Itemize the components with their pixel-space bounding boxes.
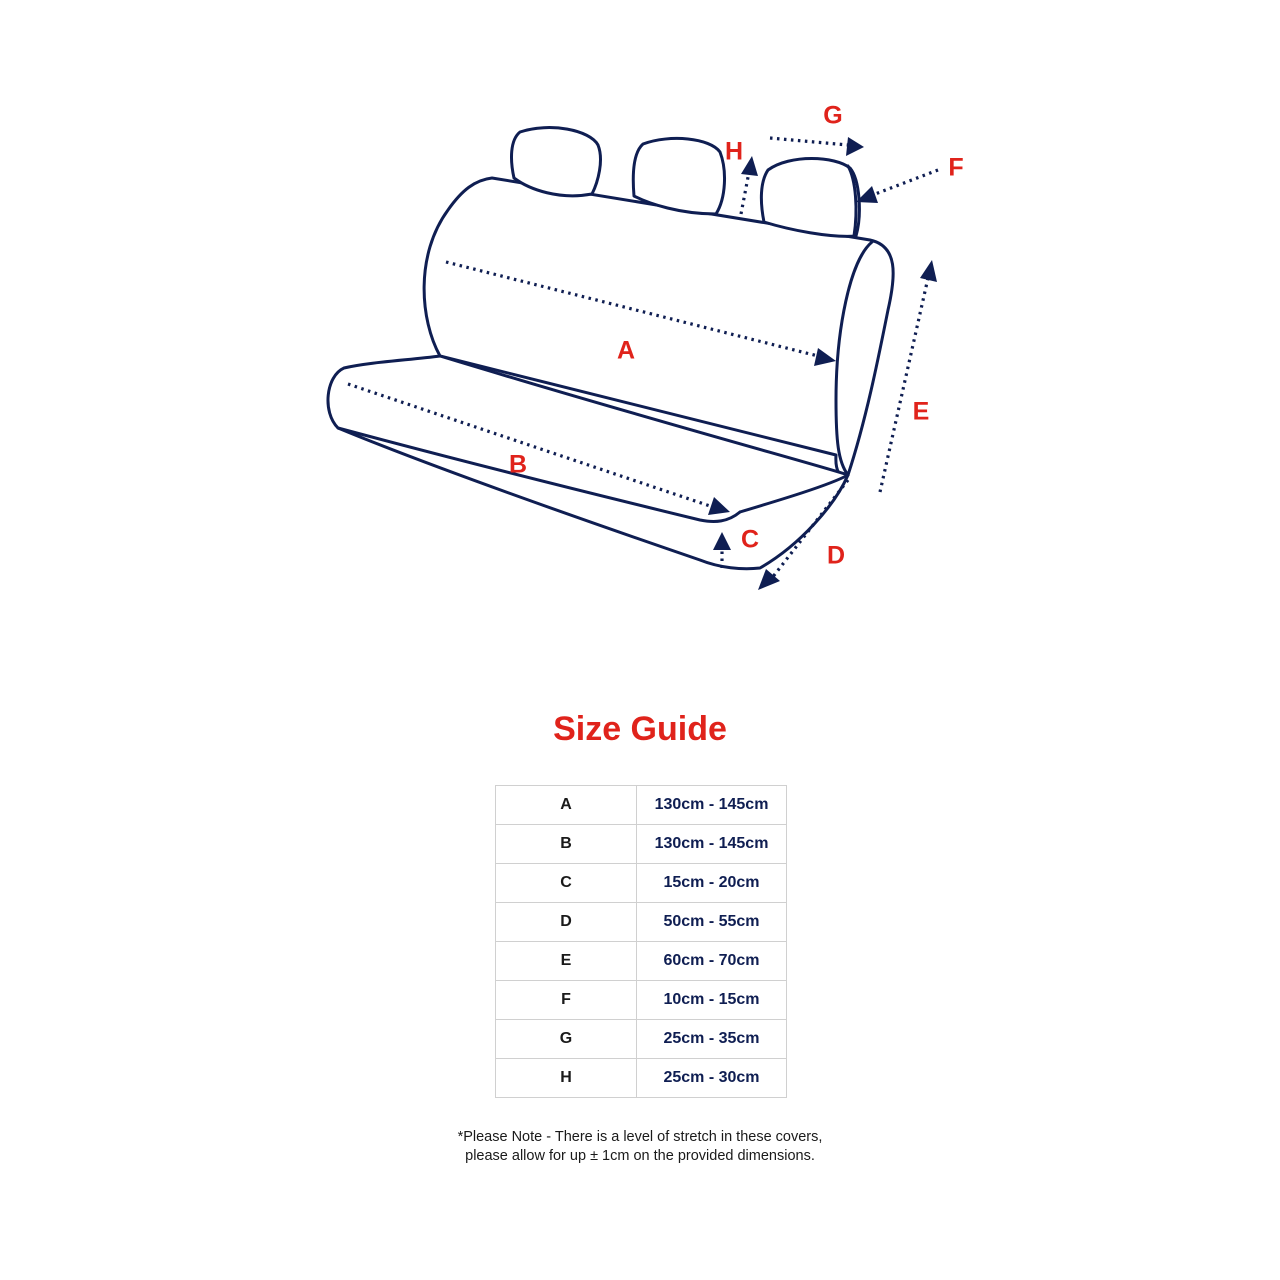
dimension-h-line [741, 172, 749, 214]
table-row [496, 1059, 787, 1098]
dimension-key: D [496, 903, 637, 942]
dimension-g-line [770, 138, 848, 145]
label-c: C [740, 525, 760, 554]
dimension-key: H [496, 1059, 637, 1098]
headrest-middle [633, 138, 724, 214]
headrest-right [761, 159, 859, 237]
label-b: B [508, 450, 528, 479]
dimension-value: 25cm - 30cm [637, 1059, 787, 1098]
dimension-key: F [496, 981, 637, 1020]
dimension-e-arrowhead [920, 260, 937, 282]
note-line: *Please Note - There is a level of stretch in these covers, [457, 1129, 823, 1145]
dimension-key: C [496, 864, 637, 903]
dimension-d-arrowhead [758, 569, 780, 590]
dimension-value: 130cm - 145cm [637, 786, 787, 825]
dimension-value: 10cm - 15cm [637, 981, 787, 1020]
table-row [496, 1020, 787, 1059]
stretch-note [0, 1128, 1280, 1166]
label-g: G [823, 101, 843, 130]
dimension-h-arrowhead [741, 156, 758, 176]
dimension-key: G [496, 1020, 637, 1059]
dimension-g-arrowhead [846, 137, 864, 156]
label-f: F [948, 153, 964, 182]
dimension-f-line [870, 170, 938, 196]
dimension-value: 15cm - 20cm [637, 864, 787, 903]
table-row [496, 942, 787, 981]
label-d: D [826, 541, 846, 570]
table-row [496, 825, 787, 864]
label-a: A [616, 336, 636, 365]
size-guide-title: Size Guide [553, 710, 727, 748]
dimension-key: A [496, 786, 637, 825]
label-e: E [912, 397, 930, 426]
dimension-value: 50cm - 55cm [637, 903, 787, 942]
table-row [496, 864, 787, 903]
dimension-key: E [496, 942, 637, 981]
dimension-value: 130cm - 145cm [637, 825, 787, 864]
table-row [496, 903, 787, 942]
note-line: please allow for up ± 1cm on the provided dimensions. [465, 1148, 815, 1164]
table-row [496, 786, 787, 825]
size-table [495, 785, 787, 1098]
dimension-key: B [496, 825, 637, 864]
headrest-left [512, 128, 601, 196]
dimension-value: 60cm - 70cm [637, 942, 787, 981]
dimension-value: 25cm - 35cm [637, 1020, 787, 1059]
table-row [496, 981, 787, 1020]
label-h: H [724, 137, 744, 166]
